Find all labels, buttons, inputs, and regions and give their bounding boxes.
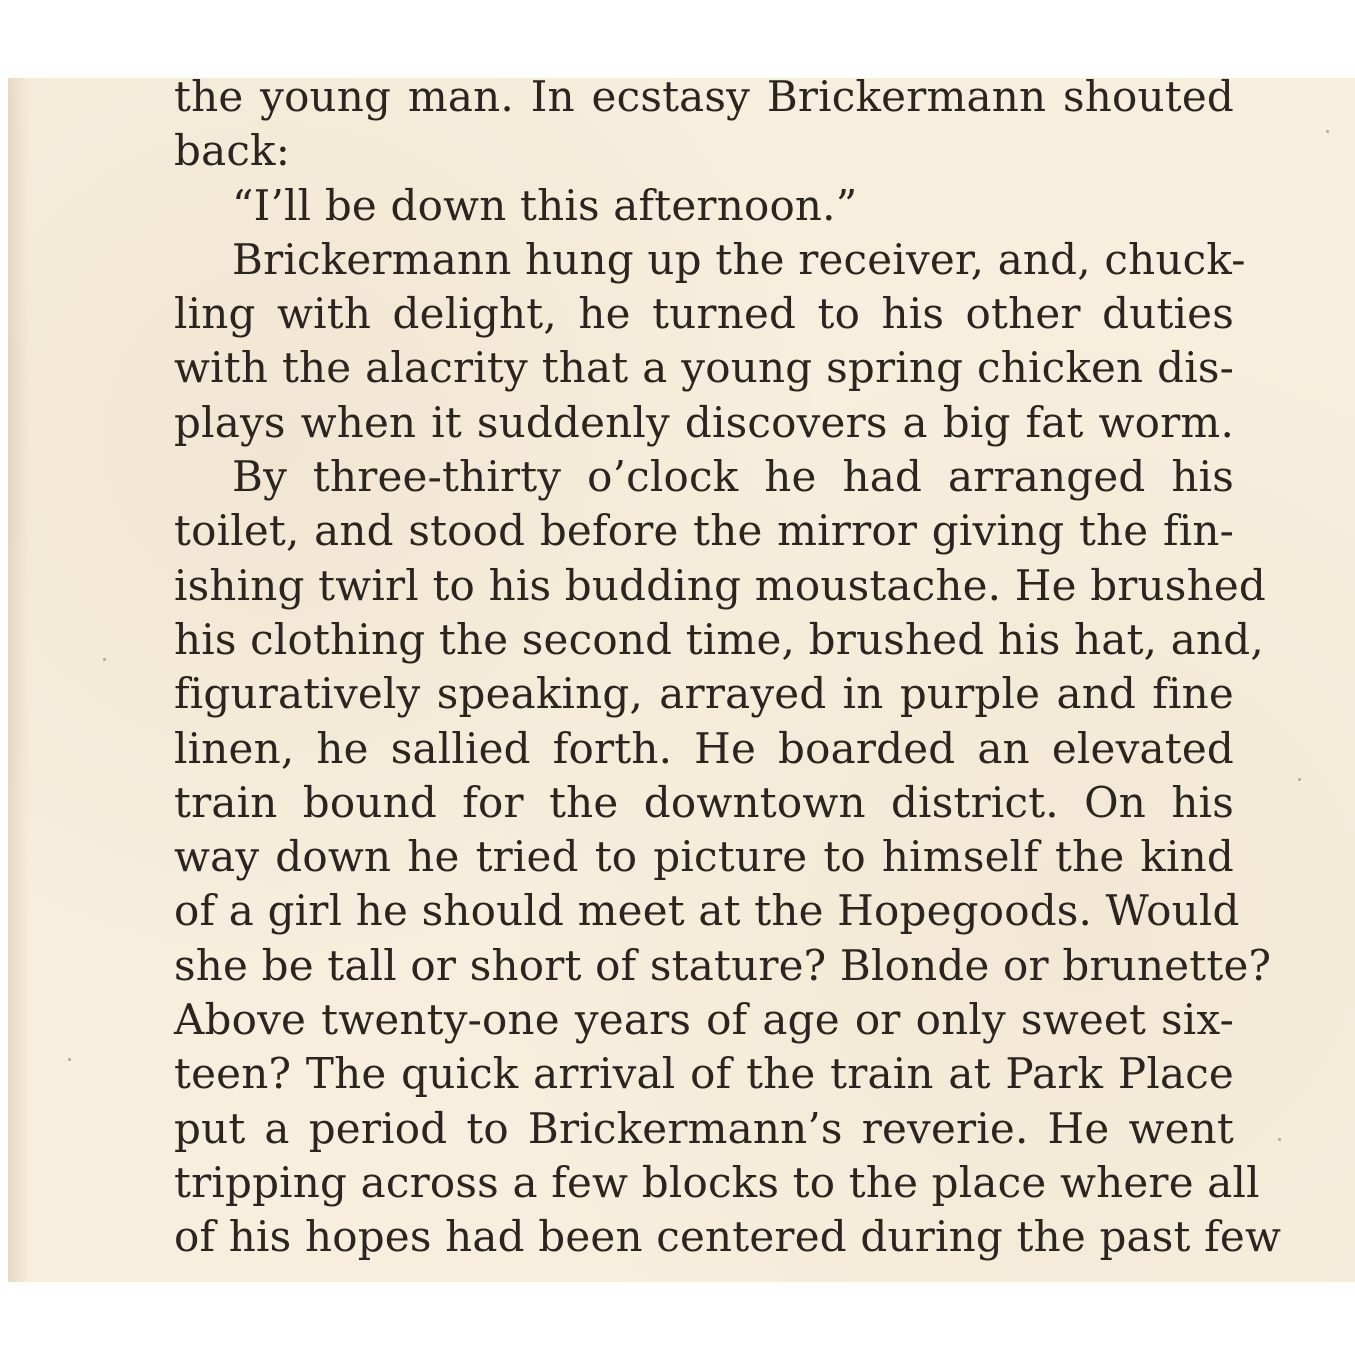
text-line: By three-thirty o’clock he had arranged his: [232, 452, 1234, 502]
text-line: “I’ll be down this afternoon.”: [232, 180, 858, 230]
text-line: plays when it suddenly discovers a big fat worm.: [174, 397, 1234, 447]
text-line: train bound for the downtown district. On his: [174, 777, 1234, 827]
text-line: put a period to Brickermann’s reverie. He went: [174, 1103, 1234, 1153]
paper-speck: [1298, 778, 1301, 781]
text-line: ishing twirl to his budding moustache. He brushed: [174, 560, 1266, 610]
text-line: Brickermann hung up the receiver, and, chuck-: [232, 234, 1246, 284]
paper-speck: [103, 658, 106, 661]
text-line: with the alacrity that a young spring chicken dis-: [174, 343, 1234, 393]
body-text: [174, 78, 1282, 1265]
text-line: toilet, and stood before the mirror giving the fin-: [174, 506, 1234, 556]
text-line: of his hopes had been centered during the past few: [174, 1212, 1282, 1262]
text-line: ling with delight, he turned to his other duties: [174, 289, 1234, 339]
text-line: the young man. In ecstasy Brickermann shouted: [174, 78, 1234, 121]
text-line: linen, he sallied forth. He boarded an elevated: [174, 723, 1234, 773]
paper-speck: [1326, 130, 1329, 133]
paper-speck: [1278, 1138, 1281, 1141]
text-line: tripping across a few blocks to the place where all: [174, 1157, 1260, 1207]
text-line: Above twenty-one years of age or only sweet six-: [174, 995, 1234, 1045]
text-line: she be tall or short of stature? Blonde or brunette?: [174, 940, 1272, 990]
text-line: figuratively speaking, arrayed in purple and fine: [174, 669, 1234, 719]
paper-speck: [68, 1058, 71, 1061]
text-line: way down he tried to picture to himself the kind: [174, 832, 1234, 882]
text-line: his clothing the second time, brushed his hat, and,: [174, 614, 1264, 664]
text-line: of a girl he should meet at the Hopegoods. Would: [174, 886, 1240, 936]
text-line: back:: [174, 126, 291, 176]
book-page: [8, 78, 1355, 1282]
text-line: teen? The quick arrival of the train at Park Place: [174, 1049, 1234, 1099]
